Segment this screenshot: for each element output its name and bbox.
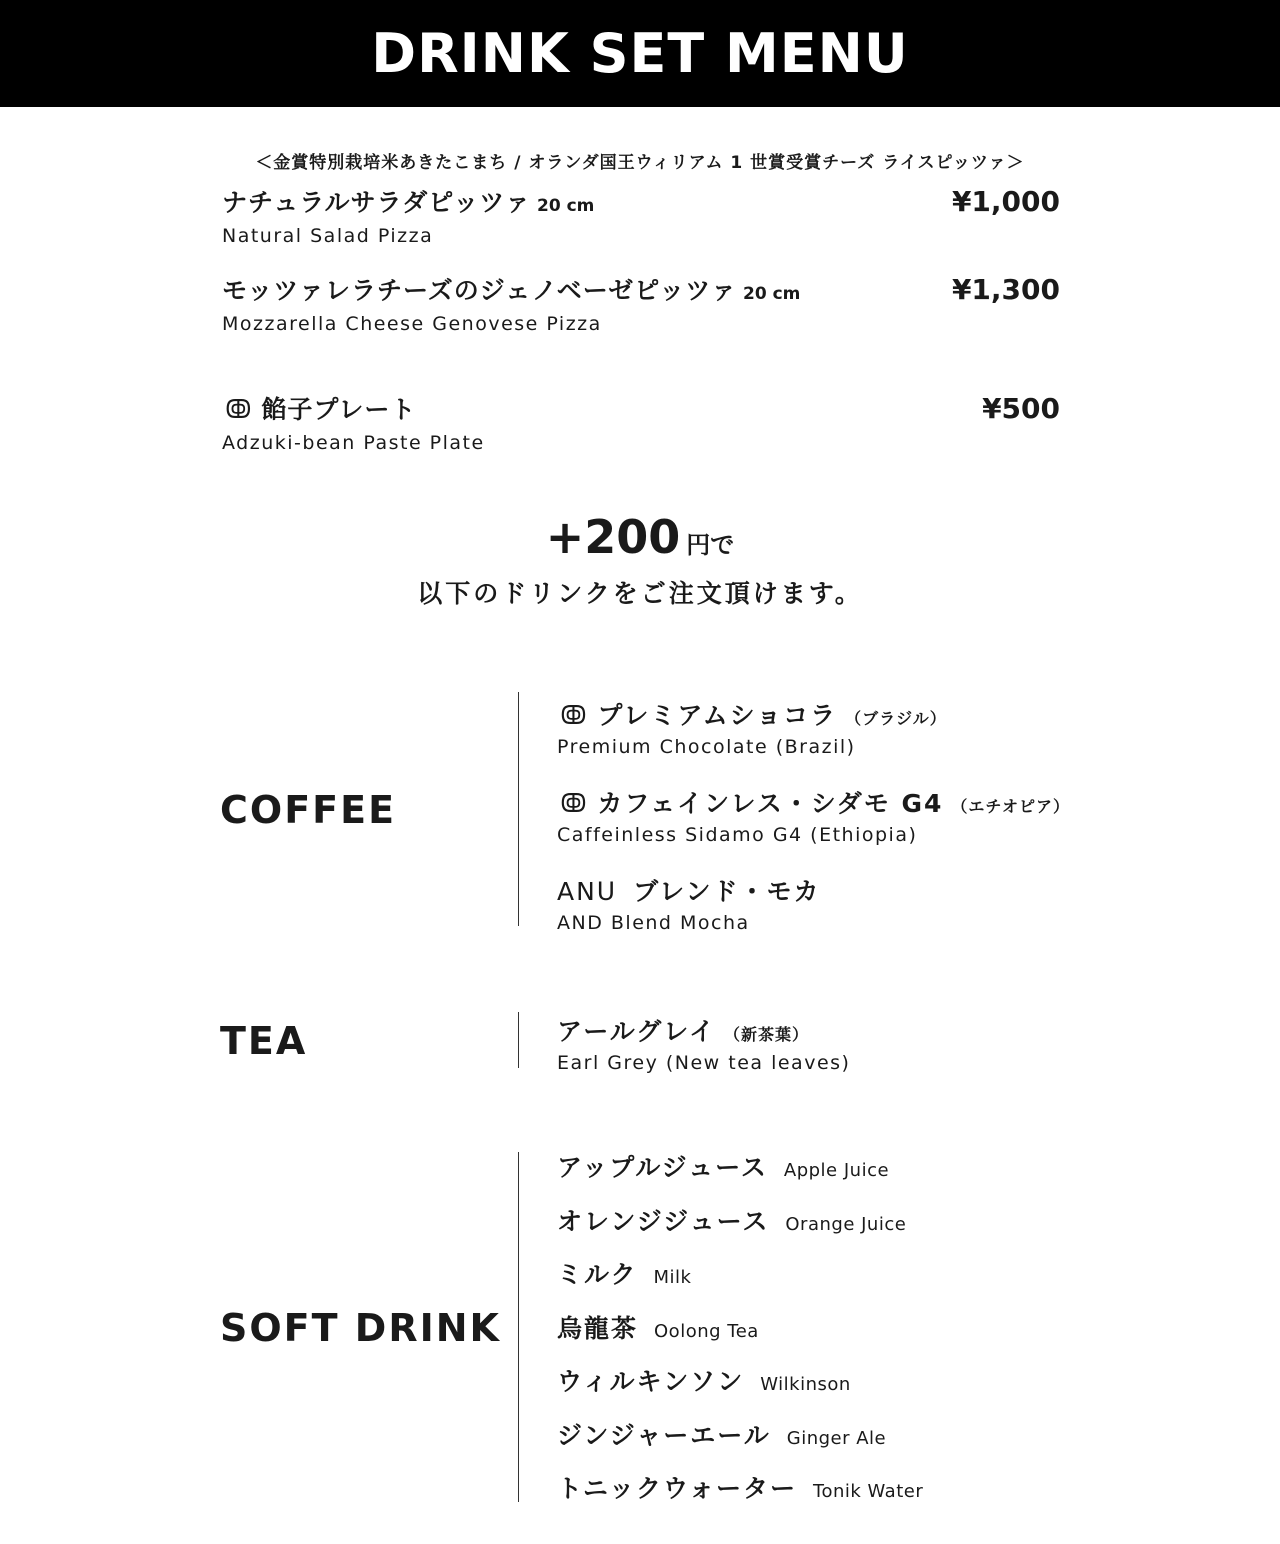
drink-item — [557, 696, 947, 758]
food-item-genovese-pizza — [222, 271, 1060, 335]
header-bar — [0, 0, 1280, 107]
drink-item — [557, 872, 821, 934]
food-price: ¥1,000 — [951, 185, 1060, 218]
drink-item — [557, 1012, 850, 1074]
soft-drink-item: ウィルキンソン Wilkinson — [557, 1367, 851, 1396]
pizza-subtitle: ＜金賞特別栽培米あきたこまち / オランダ国王ウィリアム 1 世賞受賞チーズ ライスピッツァ＞ — [255, 153, 1025, 173]
food-name-jp: ↂ 餡子プレート — [225, 395, 417, 425]
category-label-tea: TEA — [220, 1019, 308, 1063]
offer-unit: 円で — [686, 531, 735, 559]
soft-drink-item: ミルク Milk — [557, 1260, 692, 1289]
offer-text: 以下のドリンクをご注文頂けます。 — [417, 579, 863, 608]
brand-mark-icon: ↂ — [560, 789, 588, 819]
category-label-soft-drink: SOFT DRINK — [220, 1306, 501, 1350]
page-title: DRINK SET MENU — [371, 22, 909, 85]
drink-name-jp: ↂ カフェインレス・シダモ G4 （エチオピア） — [560, 789, 1071, 819]
food-name-en: Mozzarella Cheese Genovese Pizza — [222, 313, 602, 335]
food-name-jp: ナチュラルサラダピッツァ 20 cm — [222, 188, 595, 217]
drink-name-jp: ANᑌ ブレンド・モカ — [557, 877, 821, 906]
food-name-en: Adzuki-bean Paste Plate — [222, 432, 485, 454]
and-logo: ANᑌ — [557, 877, 618, 906]
soft-drink-item: オレンジジュース Orange Juice — [557, 1207, 907, 1236]
soft-drink-item: トニックウォーター Tonik Water — [557, 1474, 924, 1503]
drink-item — [557, 784, 1070, 846]
offer-amount: +200 — [545, 510, 681, 564]
drink-name-en: AND Blend Mocha — [557, 912, 750, 934]
divider-coffee — [518, 692, 519, 926]
brand-mark-icon: ↂ — [560, 701, 588, 731]
food-item-adzuki-plate — [222, 390, 1060, 454]
drink-name-en: Caffeinless Sidamo G4 (Ethiopia) — [557, 824, 918, 846]
set-offer-price — [0, 510, 1280, 564]
soft-drink-item: アップルジュース Apple Juice — [557, 1153, 890, 1182]
divider-soft-drink — [518, 1152, 519, 1502]
food-price: ¥1,300 — [951, 273, 1060, 306]
food-price: ¥500 — [982, 392, 1060, 425]
drink-name-jp: アールグレイ （新茶葉） — [557, 1017, 810, 1046]
soft-drink-item: ジンジャーエール Ginger Ale — [557, 1421, 887, 1450]
food-name-jp: モッツァレラチーズのジェノベーゼピッツァ 20 cm — [222, 276, 801, 305]
soft-drink-item: 烏龍茶 Oolong Tea — [557, 1314, 759, 1343]
divider-tea — [518, 1012, 519, 1068]
drink-name-en: Premium Chocolate (Brazil) — [557, 736, 856, 758]
food-item-natural-salad-pizza — [222, 183, 1060, 247]
category-label-coffee: COFFEE — [220, 788, 397, 832]
food-name-en: Natural Salad Pizza — [222, 225, 434, 247]
brand-mark-icon: ↂ — [225, 395, 253, 425]
drink-name-jp: ↂ プレミアムショコラ （ブラジル） — [560, 701, 947, 731]
drink-name-en: Earl Grey (New tea leaves) — [557, 1052, 851, 1074]
